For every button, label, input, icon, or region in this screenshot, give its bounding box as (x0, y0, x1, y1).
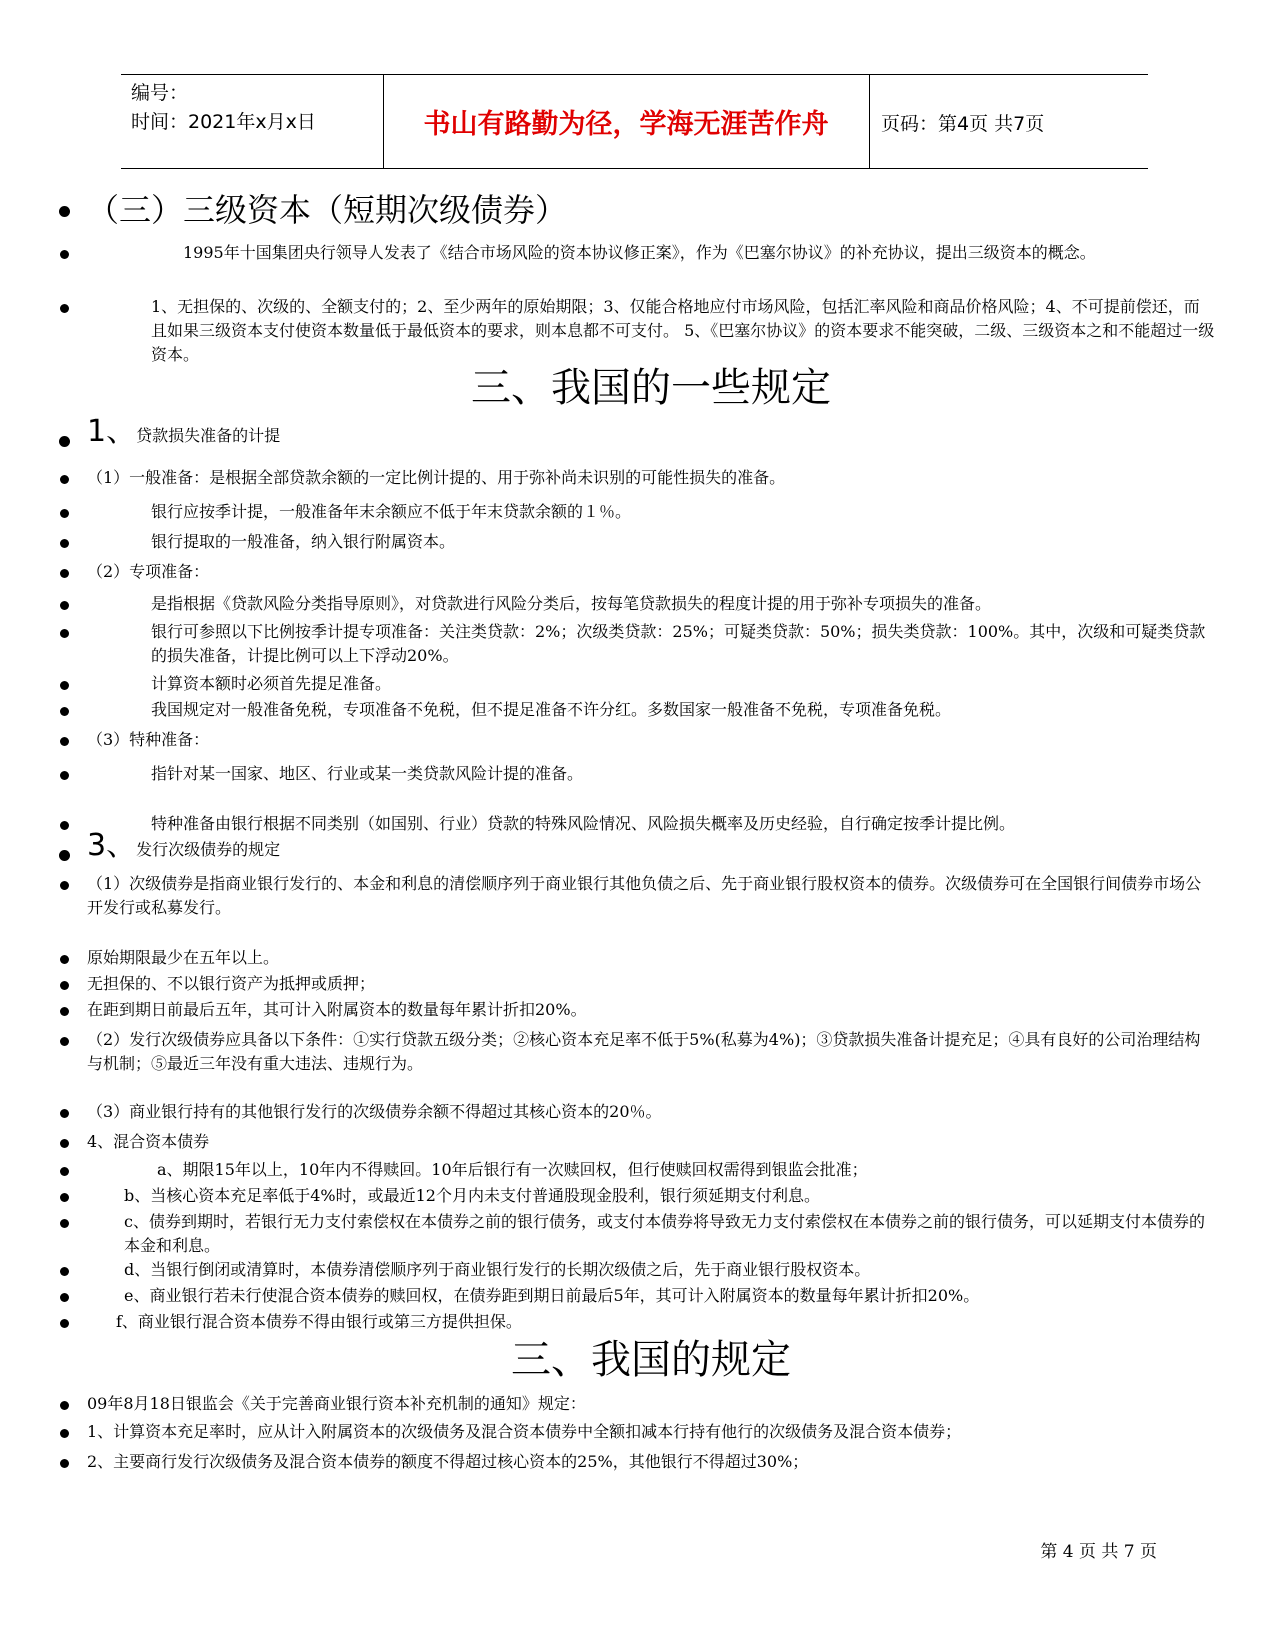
bullet-icon (60, 1459, 69, 1468)
list-item (87, 946, 1215, 970)
paragraph: 特种准备由银行根据不同类别（如国别、行业）贷款的特殊风险情况、风险损失概率及历史经验，自行确定按季计提比例。 (151, 814, 1016, 833)
bullet-icon (60, 1193, 69, 1202)
list-item (87, 728, 1215, 752)
paragraph: 在距到期日前最后五年，其可计入附属资本的数量每年累计折扣20%。 (87, 1000, 587, 1019)
section-title: 三、我国的一些规定 (471, 365, 831, 411)
bullet-icon (60, 475, 69, 484)
bullet-icon (60, 881, 69, 890)
paragraph: d、当银行倒闭或清算时，本债券清偿顺序列于商业银行发行的长期次级债之后，先于商业银行股权资本。 (124, 1260, 871, 1279)
paragraph: 是指根据《贷款风险分类指导原则》，对贷款进行风险分类后，按每笔贷款损失的程度计提的用于弥补专项损失的准备。 (151, 594, 992, 613)
header-page-info: 页码：第4页 共7页 (881, 113, 1045, 135)
bullet-icon (60, 681, 69, 690)
item-heading: 贷款损失准备的计提 (136, 426, 281, 445)
header-divider (869, 75, 870, 168)
paragraph: 指针对某一国家、地区、行业或某一类贷款风险计提的准备。 (151, 764, 584, 783)
bullet-icon (60, 539, 69, 548)
bullet-icon (60, 601, 69, 610)
bullet-icon (60, 1167, 69, 1176)
paragraph: 2、主要商行发行次级债务及混合资本债券的额度不得超过核心资本的25%，其他银行不得超过30%； (87, 1452, 809, 1471)
list-item (87, 1284, 1215, 1308)
bullet-icon (60, 1037, 69, 1046)
doc-number-label: 编号： (131, 82, 189, 104)
paragraph: 银行提取的一般准备，纳入银行附属资本。 (151, 532, 456, 551)
paragraph: 我国规定对一般准备免税，专项准备不免税，但不提足准备不许分红。多数国家一般准备不免税，专项准备免税。 (151, 700, 952, 719)
bullet-icon (60, 821, 69, 830)
list-item (87, 1158, 1215, 1182)
paragraph: 银行应按季计提，一般准备年末余额应不低于年末贷款余额的１％。 (151, 502, 632, 521)
paragraph: f、商业银行混合资本债券不得由银行或第三方提供担保。 (116, 1312, 522, 1331)
list-item (87, 1100, 1215, 1124)
bullet-icon (60, 250, 69, 259)
item-number: 3、 (87, 828, 137, 863)
list-item (87, 295, 1215, 367)
list-item (87, 828, 1215, 863)
bullet-icon (59, 206, 70, 217)
bullet-icon (60, 1293, 69, 1302)
doc-time-label: 时间：2021年x月x日 (131, 111, 316, 133)
bullet-icon (60, 1007, 69, 1016)
paragraph: 1995年十国集团央行领导人发表了《结合市场风险的资本协议修正案》，作为《巴塞尔协议》的补充协议，提出三级资本的概念。 (183, 243, 1096, 262)
bullet-icon (60, 707, 69, 716)
list-item (87, 762, 1215, 786)
paragraph: 计算资本额时必须首先提足准备。 (151, 674, 392, 693)
bullet-icon (59, 436, 70, 447)
bullet-icon (60, 1267, 69, 1276)
list-item (87, 620, 1215, 668)
list-item (87, 1130, 1215, 1154)
list-item (87, 241, 1215, 265)
list-item (87, 1028, 1215, 1076)
page-footer: 第 4 页 共 7 页 (1040, 1542, 1157, 1562)
list-item (87, 1184, 1215, 1208)
list-item (87, 1310, 1215, 1334)
paragraph: 09年8月18日银监会《关于完善商业银行资本补充机制的通知》规定： (87, 1394, 586, 1413)
bullet-icon (60, 569, 69, 578)
paragraph: （2）专项准备： (87, 562, 210, 581)
bullet-icon (60, 1319, 69, 1328)
bullet-icon (59, 850, 70, 861)
paragraph: 无担保的、不以银行资产为抵押或质押； (87, 974, 376, 993)
list-item (87, 1258, 1215, 1282)
bullet-icon (60, 1401, 69, 1410)
list-item (87, 530, 1215, 554)
bullet-icon (60, 1139, 69, 1148)
bullet-icon (60, 955, 69, 964)
paragraph: 1、无担保的、次级的、全额支付的；2、至少两年的原始期限；3、仅能合格地应付市场风险，包括汇率风险和商品价格风险；4、不可提前偿还，而且如果三级资本支付使资本数量低于最低资本的要求，则本息都不可支付。 5、《巴塞尔协议》的资本要求不能突破，二级、三级资本之和不能超过一级资本。 (151, 297, 1215, 364)
subheading: （三）三级资本（短期次级债券） (87, 191, 568, 229)
paragraph: （1）次级债券是指商业银行发行的、本金和利息的清偿顺序列于商业银行其他负债之后、先于商业银行股权资本的债券。次级债券可在全国银行间债券市场公开发行或私募发行。 (87, 874, 1202, 917)
bullet-icon (60, 1429, 69, 1438)
list-item (87, 698, 1215, 722)
paragraph: c、债券到期时，若银行无力支付索偿权在本债券之前的银行债务，或支付本债券将导致无力支付索偿权在本债券之前的银行债务，可以延期支付本债券的本金和利息。 (124, 1212, 1205, 1255)
paragraph: （1）一般准备：是根据全部贷款余额的一定比例计提的、用于弥补尚未识别的可能性损失的准备。 (87, 468, 786, 487)
bullet-icon (60, 629, 69, 638)
list-item (87, 972, 1215, 996)
bullet-icon (60, 981, 69, 990)
list-item (87, 1420, 1215, 1444)
list-item (87, 812, 1215, 836)
paragraph: （2）发行次级债券应具备以下条件：①实行贷款五级分类；②核心资本充足率不低于5%(私募为4%)；③贷款损失准备计提充足；④具有良好的公司治理结构与机制；⑤最近三年没有重大违法、违规行为。 (87, 1030, 1201, 1073)
bullet-icon (60, 1109, 69, 1118)
list-item (87, 500, 1215, 524)
list-item (87, 672, 1215, 696)
list-item (87, 1450, 1215, 1474)
header-meta (131, 79, 376, 137)
list-item (87, 872, 1215, 920)
paragraph: 4、混合资本债券 (87, 1132, 210, 1151)
section-title: 三、我国的规定 (511, 1337, 791, 1383)
subheading-bullet (87, 190, 1215, 230)
list-item (87, 592, 1215, 616)
item-number: 1、 (87, 414, 137, 449)
paragraph: 原始期限最少在五年以上。 (87, 948, 280, 967)
list-item (87, 1210, 1215, 1258)
list-item (87, 466, 1215, 490)
header-motto: 书山有路勤为径，学海无涯苦作舟 (423, 109, 829, 140)
item-heading: 发行次级债券的规定 (136, 840, 281, 859)
paragraph: 1、计算资本充足率时，应从计入附属资本的次级债务及混合资本债券中全额扣减本行持有他行的次级债务及混合资本债券； (87, 1422, 962, 1441)
page-header (121, 74, 1148, 169)
list-item (87, 1392, 1215, 1416)
bullet-icon (60, 304, 69, 313)
paragraph: 银行可参照以下比例按季计提专项准备：关注类贷款：2%；次级类贷款：25%；可疑类贷款：50%；损失类贷款：100%。其中，次级和可疑类贷款的损失准备，计提比例可以上下浮动20%。 (151, 622, 1206, 665)
paragraph: b、当核心资本充足率低于4%时，或最近12个月内未支付普通股现金股利，银行须延期支付利息。 (124, 1186, 820, 1205)
bullet-icon (60, 771, 69, 780)
bullet-icon (60, 509, 69, 518)
bullet-icon (60, 737, 69, 746)
paragraph: （3）特种准备： (87, 730, 210, 749)
paragraph: e、商业银行若未行使混合资本债券的赎回权，在债券距到期日前最后5年，其可计入附属资本的数量每年累计折扣20%。 (124, 1286, 980, 1305)
list-item (87, 414, 1215, 449)
paragraph: a、期限15年以上，10年内不得赎回。10年后银行有一次赎回权，但行使赎回权需得到银监会批准； (157, 1160, 868, 1179)
list-item (87, 998, 1215, 1022)
paragraph: （3）商业银行持有的其他银行发行的次级债券余额不得超过其核心资本的20％。 (87, 1102, 662, 1121)
bullet-icon (60, 1219, 69, 1228)
list-item (87, 560, 1215, 584)
